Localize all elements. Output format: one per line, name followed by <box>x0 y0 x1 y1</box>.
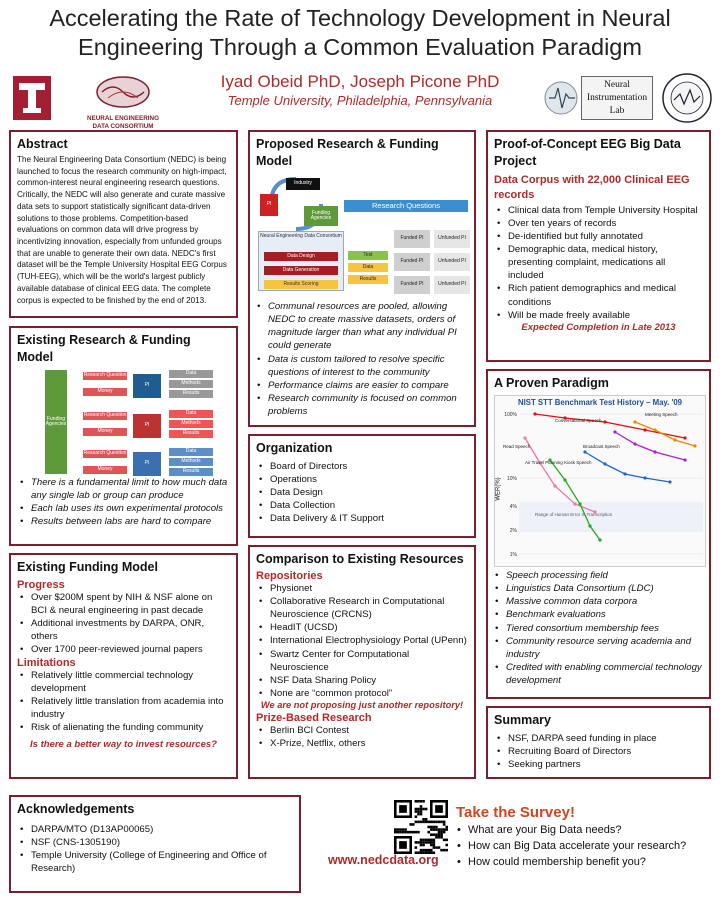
repository-item: • NSF Data Sharing Policy <box>256 674 468 687</box>
existing-research-bullet: • Each lab uses its own experimental protocols <box>17 502 232 515</box>
qr-module <box>402 831 405 834</box>
funding-agencies-box: Funding Agencies <box>304 206 338 226</box>
prize-item: • Berlin BCI Contest <box>256 724 468 737</box>
abstract-panel <box>9 130 238 318</box>
qr-module <box>420 839 423 842</box>
series-point <box>683 458 686 461</box>
qr-module <box>430 826 433 829</box>
qr-module <box>417 810 420 813</box>
qr-module <box>438 828 441 831</box>
data-box-3: Data <box>169 448 213 456</box>
repository-item: • Collaborative Research in Computational Neuroscience (CRCNS) <box>256 595 468 621</box>
proposed-title: Proposed Research & Funding Model <box>256 137 439 168</box>
series-point <box>673 438 676 441</box>
organization-item: • Data Delivery & IT Support <box>256 512 468 525</box>
qr-module <box>420 805 423 808</box>
qr-module <box>425 841 428 844</box>
proof-item: • Will be made freely available <box>494 309 703 322</box>
qr-module <box>425 808 428 811</box>
qr-module <box>412 823 415 826</box>
qr-module <box>440 828 443 831</box>
qr-module <box>422 818 425 821</box>
qr-module <box>427 849 430 852</box>
qr-module <box>438 821 441 824</box>
ack-list <box>17 823 293 876</box>
qr-module <box>404 831 407 834</box>
series-point <box>668 480 671 483</box>
qr-module <box>443 839 446 842</box>
results-box-1: Results <box>169 390 213 398</box>
comparison-panel <box>248 545 476 779</box>
proposed-panel <box>248 130 476 427</box>
chart-annotation: Read Speech <box>503 444 531 449</box>
prize-heading: Prize-Based Research <box>256 712 372 725</box>
rq-box-2: Research Question <box>83 412 127 419</box>
qr-module <box>435 828 438 831</box>
funded-pi-box-3: Funded PI <box>394 276 430 294</box>
funded-pi-box-2: Funded PI <box>394 253 430 271</box>
test-box: Test <box>348 251 388 260</box>
qr-module <box>415 815 418 818</box>
repository-item: • International Electrophysiology Portal (UPenn) <box>256 634 468 647</box>
qr-module <box>443 831 446 834</box>
qr-module <box>440 821 443 824</box>
y-tick-label: 4% <box>509 504 517 510</box>
existing-research-panel <box>9 326 238 546</box>
summary-item: • NSF, DARPA seed funding in place <box>494 732 703 745</box>
paradigm-bullet: • Linguistics Data Consortium (LDC) <box>492 582 707 595</box>
summary-list <box>494 732 703 771</box>
unfunded-pi-box-2: Unfunded PI <box>434 253 470 271</box>
methods-box-1: Methods <box>169 380 213 388</box>
organization-title: Organization <box>256 441 333 455</box>
repository-item: • None are “common protocol” <box>256 687 468 700</box>
progress-item: • Over $200M spent by NIH & NSF alone on BCI & neural engineering in past decade <box>17 591 230 617</box>
series-point <box>533 412 536 415</box>
abstract-text: The Neural Engineering Data Consortium (NEDC) is being launched to focus the research community on high-impact, common-interest neural engineering research questions. Critically, the NEDC will also generate and curate massive data sets to support statistically significant data-driven solutions to those problems. Competition-based evaluations on common data will drive progress by incentivizing innovation, especially from unfunded groups that are unable to generate their own data. NEDC's first dataset will be the Temple University Hospital EEG Corpus (TUH-EEG), which will be the world's largest publicly available database of clinical EEG data. The complete corpus is expected to be finished by the end of 2013. <box>17 154 227 305</box>
qr-module <box>427 839 430 842</box>
qr-module <box>397 831 400 834</box>
industry-box: Industry <box>286 178 320 190</box>
series-point <box>633 442 636 445</box>
qr-module <box>417 808 420 811</box>
qr-module <box>409 831 412 834</box>
paradigm-bullet: • Community resource serving academia and industry <box>492 635 707 661</box>
nedc-logo-line1: NEURAL ENGINEERING <box>87 115 159 122</box>
chart-plot <box>495 408 707 566</box>
proof-list <box>494 204 703 322</box>
qr-module <box>420 821 423 824</box>
organization-item: • Operations <box>256 473 468 486</box>
qr-module <box>440 849 443 852</box>
data-flow-box: Data <box>348 263 388 272</box>
qr-finder-core <box>399 805 407 813</box>
qr-finder-core <box>435 805 443 813</box>
series-point <box>653 450 656 453</box>
qr-module <box>399 831 402 834</box>
title-line-2: Engineering Through a Common Evaluation Paradigm <box>78 34 642 60</box>
chart-annotation: Meeting Speech <box>645 412 678 417</box>
methods-box-3: Methods <box>169 458 213 466</box>
progress-item: • Over 1700 peer-reviewed journal papers <box>17 643 230 656</box>
chart-title: NIST STT Benchmark Test History – May. '09 <box>517 398 683 407</box>
methods-box-2: Methods <box>169 420 213 428</box>
qr-module <box>443 828 446 831</box>
proposed-bullet: • Research community is focused on common problems <box>254 392 472 418</box>
series-point <box>588 524 591 527</box>
organization-item: • Board of Directors <box>256 460 468 473</box>
series-point <box>633 420 636 423</box>
paradigm-bullet: • Speech processing field <box>492 569 707 582</box>
y-tick-label: 1% <box>509 552 517 558</box>
qr-module <box>427 821 430 824</box>
existing-funding-panel <box>9 553 238 779</box>
proof-item: • Clinical data from Temple University Hospital <box>494 204 703 217</box>
qr-module <box>407 831 410 834</box>
summary-title: Summary <box>494 713 551 727</box>
survey-title: Take the Survey! <box>456 804 575 821</box>
series-point <box>623 472 626 475</box>
website-link[interactable]: www.nedcdata.org <box>328 853 439 867</box>
qr-module <box>445 844 448 847</box>
qr-module <box>412 831 415 834</box>
qr-module <box>399 828 402 831</box>
proposed-bullet: • Performance claims are easier to compare <box>254 379 472 392</box>
progress-heading: Progress <box>17 578 65 591</box>
qr-module <box>422 841 425 844</box>
proof-item: • Demographic data, medical history, presenting complaint, medications all included <box>494 243 703 282</box>
ack-item: • Temple University (College of Engineering and Office of Research) <box>17 849 293 875</box>
results-box-2: Results <box>169 430 213 438</box>
survey-list <box>454 823 716 871</box>
paradigm-bullet: • Credited with enabling commercial technology development <box>492 661 707 687</box>
better-way-question: Is there a better way to invest resources? <box>30 739 217 751</box>
qr-module <box>422 808 425 811</box>
funded-pi-box-1: Funded PI <box>394 230 430 248</box>
qr-module <box>427 831 430 834</box>
prize-item: • X-Prize, Netflix, others <box>256 737 468 750</box>
qr-module <box>430 849 433 852</box>
existing-research-diagram <box>41 370 221 475</box>
qr-module <box>394 828 397 831</box>
qr-module <box>420 810 423 813</box>
authors: Iyad Obeid PhD, Joseph Picone PhD <box>220 72 500 91</box>
money-box-2: Money <box>83 428 127 436</box>
qr-module <box>420 813 423 816</box>
survey-item: • How can Big Data accelerate your research? <box>454 839 716 855</box>
funding-agencies-block: Funding Agencies <box>45 370 67 474</box>
qr-module <box>415 821 418 824</box>
nil-logo <box>541 72 653 124</box>
nedc-logo-line2: DATA CONSORTIUM <box>92 123 154 130</box>
qr-module <box>438 846 441 849</box>
proof-panel <box>486 130 711 362</box>
qr-module <box>420 808 423 811</box>
data-box-1: Data <box>169 370 213 378</box>
data-generation-box: Data Generation <box>264 266 338 275</box>
qr-module <box>433 846 436 849</box>
qr-module <box>443 821 446 824</box>
series-point <box>643 476 646 479</box>
rq-box-1: Research Question <box>83 372 127 379</box>
proof-item: • Over ten years of records <box>494 217 703 230</box>
qr-module <box>422 844 425 847</box>
qr-code-icon[interactable] <box>394 800 448 854</box>
qr-module <box>417 831 420 834</box>
qr-module <box>415 831 418 834</box>
series-point <box>603 420 606 423</box>
qr-module <box>425 839 428 842</box>
series-point <box>573 502 576 505</box>
pi-box-2: PI <box>133 414 161 438</box>
series-point <box>553 484 556 487</box>
chart-annotation: Range of Human Error In Transcription <box>535 512 613 517</box>
series-point <box>583 450 586 453</box>
qr-module <box>425 821 428 824</box>
nedc-box: Neural Engineering Data Consortium <box>258 231 344 291</box>
data-design-box: Data Design <box>264 252 338 261</box>
qr-module <box>438 831 441 834</box>
unfunded-pi-box-3: Unfunded PI <box>434 276 470 294</box>
title-line-1: Accelerating the Rate of Technology Development in Neural <box>49 5 671 31</box>
qr-module <box>433 828 436 831</box>
qr-module <box>422 800 425 803</box>
qr-module <box>430 841 433 844</box>
comparison-title: Comparison to Existing Resources <box>256 552 464 566</box>
proof-title: Proof-of-Concept EEG Big Data Project <box>494 137 681 168</box>
series-point <box>653 428 656 431</box>
summary-item: • Seeking partners <box>494 758 703 771</box>
qr-module <box>440 836 443 839</box>
repositories-heading: Repositories <box>256 569 323 582</box>
qr-module <box>430 839 433 842</box>
limitations-list <box>17 669 230 735</box>
proof-subtitle: Data Corpus with 22,000 Clinical EEG records <box>494 173 690 202</box>
qr-module <box>440 831 443 834</box>
survey-item: • How could membership benefit you? <box>454 855 716 871</box>
qr-module <box>433 833 436 836</box>
qr-module <box>433 826 436 829</box>
qr-module <box>445 849 448 852</box>
qr-module <box>422 821 425 824</box>
abstract-title: Abstract <box>17 137 68 151</box>
organization-panel <box>248 434 476 538</box>
limitations-item: • Risk of alienating the funding community <box>17 721 230 734</box>
qr-finder-core <box>399 841 407 849</box>
series-point <box>683 436 686 439</box>
series-point <box>578 502 581 505</box>
paradigm-panel <box>486 369 711 699</box>
organization-item: • Data Design <box>256 486 468 499</box>
qr-module <box>430 833 433 836</box>
rq-box-3: Research Question <box>83 450 127 457</box>
series-line <box>525 438 595 512</box>
qr-module <box>433 839 436 842</box>
qr-module <box>420 800 423 803</box>
chart-annotation: Broadcast Speech <box>583 444 620 449</box>
qr-module <box>415 808 418 811</box>
qr-module <box>427 826 430 829</box>
pi-box-1: PI <box>133 374 161 398</box>
survey-panel <box>322 798 714 890</box>
limitations-item: • Relatively little translation from academia into industry <box>17 695 230 721</box>
repository-item: • Physionet <box>256 582 468 595</box>
qr-module <box>415 841 418 844</box>
ack-item: • DARPA/MTO (D13AP00065) <box>17 823 293 836</box>
progress-list <box>17 591 230 657</box>
money-box-3: Money <box>83 466 127 474</box>
existing-research-title: Existing Research & Funding Model <box>17 333 191 364</box>
qr-module <box>417 821 420 824</box>
qr-module <box>420 844 423 847</box>
chart-ylabel: WER(%) <box>495 477 502 501</box>
y-tick-label: 100% <box>504 412 517 418</box>
qr-module <box>415 810 418 813</box>
y-tick-label: 10% <box>506 476 517 482</box>
qr-module <box>425 818 428 821</box>
qr-module <box>417 800 420 803</box>
qr-module <box>438 833 441 836</box>
qr-module <box>417 813 420 816</box>
series-line <box>585 452 670 482</box>
isip-seal <box>660 70 714 126</box>
series-point <box>603 462 606 465</box>
data-box-2: Data <box>169 410 213 418</box>
ack-item: • NSF (CNS-1305190) <box>17 836 293 849</box>
existing-funding-title: Existing Funding Model <box>17 560 158 574</box>
qr-module <box>433 841 436 844</box>
results-scoring-box: Results Scoring <box>264 280 338 289</box>
paradigm-bullet: • Massive common data corpora <box>492 595 707 608</box>
not-repository-note: We are not proposing just another repository! <box>260 700 464 711</box>
affiliation: Temple University, Philadelphia, Pennsylvania <box>227 93 493 108</box>
qr-module <box>415 846 418 849</box>
qr-module <box>420 849 423 852</box>
progress-item: • Additional investments by DARPA, ONR, others <box>17 617 230 643</box>
organization-list <box>256 460 468 526</box>
limitations-item: • Relatively little commercial technology development <box>17 669 230 695</box>
summary-item: • Recruiting Board of Directors <box>494 745 703 758</box>
series-point <box>523 436 526 439</box>
ack-title: Acknowledgements <box>17 802 135 816</box>
existing-research-bullet: • Results between labs are hard to compare <box>17 515 232 528</box>
series-point <box>563 478 566 481</box>
results-flow-box: Results <box>348 275 388 284</box>
qr-module <box>422 849 425 852</box>
survey-item: • What are your Big Data needs? <box>454 823 716 839</box>
nedc-logo <box>78 74 168 130</box>
research-questions-box: Research Questions <box>344 200 468 212</box>
qr-module <box>397 828 400 831</box>
qr-module <box>443 849 446 852</box>
repository-item: • Swartz Center for Computational Neuroscience <box>256 648 468 674</box>
qr-module <box>433 821 436 824</box>
qr-module <box>435 826 438 829</box>
series-point <box>643 428 646 431</box>
summary-panel <box>486 706 711 779</box>
qr-module <box>427 841 430 844</box>
proposed-bullets <box>254 300 472 418</box>
qr-module <box>443 823 446 826</box>
wer-chart <box>494 395 706 567</box>
human-error-band <box>519 502 703 532</box>
qr-module <box>394 831 397 834</box>
results-box-3: Results <box>169 468 213 476</box>
qr-module <box>430 821 433 824</box>
qr-module <box>422 839 425 842</box>
lab-logo-line2: Instrumentation <box>586 93 648 103</box>
prize-list <box>256 724 468 750</box>
paradigm-bullets <box>492 569 707 687</box>
limitations-heading: Limitations <box>17 656 76 669</box>
qr-module <box>430 844 433 847</box>
repositories-list <box>256 582 468 700</box>
qr-module <box>425 849 428 852</box>
qr-module <box>404 828 407 831</box>
unfunded-pi-box-1: Unfunded PI <box>434 230 470 248</box>
proposed-bullet: • Communal resources are pooled, allowing NEDC to create massive datasets, orders of magnitude larger than what any individual PI could generate <box>254 300 472 353</box>
pi-box: PI <box>260 194 278 216</box>
poster-title <box>0 4 720 62</box>
qr-module <box>420 841 423 844</box>
series-point <box>598 538 601 541</box>
proof-item: • Rich patient demographics and medical conditions <box>494 282 703 308</box>
temple-logo <box>13 76 51 120</box>
qr-module <box>445 839 448 842</box>
pi-box-3: PI <box>133 452 161 476</box>
qr-module <box>409 823 412 826</box>
qr-module <box>435 833 438 836</box>
proposed-diagram <box>256 174 471 294</box>
qr-module <box>417 841 420 844</box>
lab-logo-line3: Lab <box>609 106 625 116</box>
qr-module <box>438 836 441 839</box>
qr-module <box>435 836 438 839</box>
y-tick-label: 2% <box>509 528 517 534</box>
existing-research-bullet: • There is a fundamental limit to how much data any single lab or group can produce <box>17 476 232 502</box>
repository-item: • HeadIT (UCSD) <box>256 621 468 634</box>
organization-item: • Data Collection <box>256 499 468 512</box>
qr-module <box>415 800 418 803</box>
qr-module <box>430 828 433 831</box>
chart-annotation: Conversational Speech <box>555 418 602 423</box>
ack-panel <box>9 795 301 893</box>
proposed-bullet: • Data is custom tailored to resolve specific questions of interest to the community <box>254 353 472 379</box>
chart-annotation: Air Travel Planning Kiosk Speech <box>525 460 592 465</box>
qr-module <box>433 844 436 847</box>
qr-module <box>445 828 448 831</box>
series-point <box>693 444 696 447</box>
lab-logo-line1: Neural <box>604 80 630 90</box>
qr-module <box>402 828 405 831</box>
paradigm-title: A Proven Paradigm <box>494 376 609 390</box>
money-box-1: Money <box>83 388 127 396</box>
qr-module <box>435 846 438 849</box>
completion-note: Expected Completion in Late 2013 <box>521 321 676 333</box>
qr-module <box>445 826 448 829</box>
series-point <box>613 430 616 433</box>
paradigm-bullet: • Tiered consortium membership fees <box>492 622 707 635</box>
qr-module <box>435 821 438 824</box>
paradigm-bullet: • Benchmark evaluations <box>492 608 707 621</box>
existing-research-bullets <box>17 476 232 529</box>
proof-item: • De-identified but fully annotated <box>494 230 703 243</box>
qr-module <box>440 833 443 836</box>
